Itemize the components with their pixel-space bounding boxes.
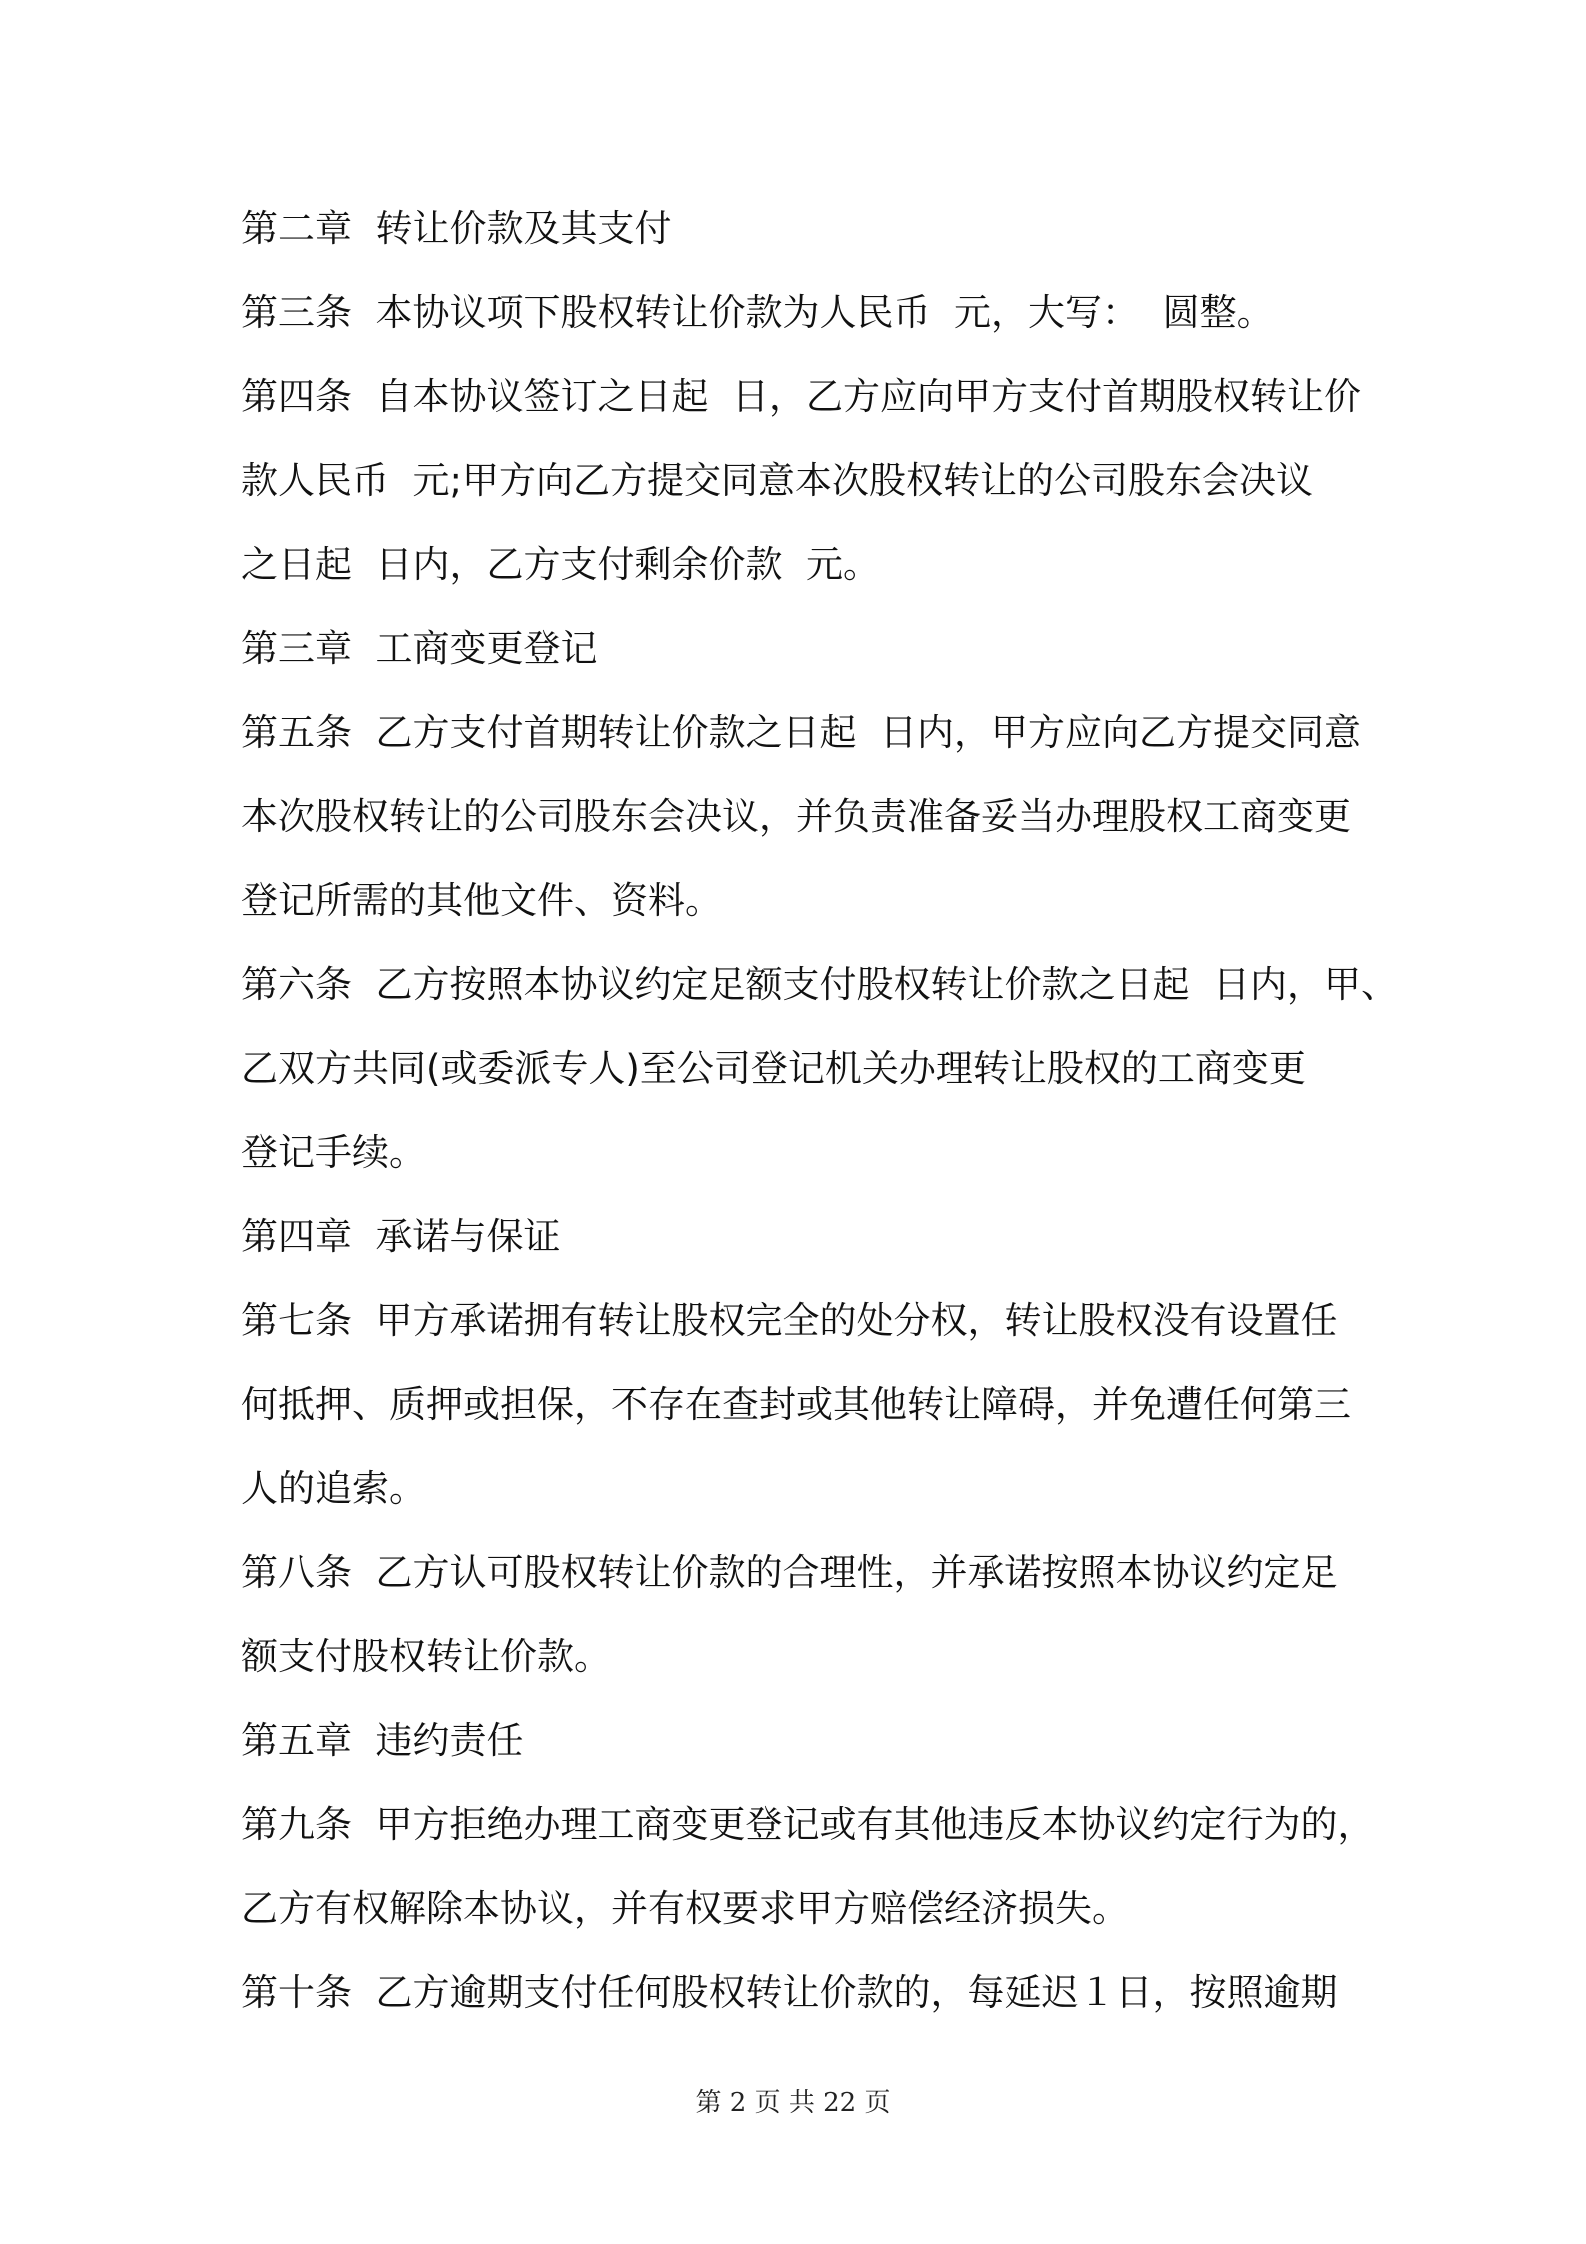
article-5-line-1: 第五条 乙方支付首期转让价款之日起 日内，甲方应向乙方提交同意	[241, 711, 1362, 754]
chapter-4-heading: 第四章 承诺与保证	[241, 1215, 561, 1258]
chapter-2-heading: 第二章 转让价款及其支付	[241, 207, 672, 250]
chapter-5-heading: 第五章 违约责任	[241, 1719, 524, 1762]
article-3-line-1: 第三条 本协议项下股权转让价款为人民币 元，大写： 圆整。	[241, 291, 1274, 334]
article-7-line-3: 人的追索。	[241, 1467, 426, 1510]
article-6-line-3: 登记手续。	[241, 1131, 426, 1174]
article-10-line-1: 第十条 乙方逾期支付任何股权转让价款的，每延迟１日，按照逾期	[241, 1971, 1338, 2014]
article-9-line-2: 乙方有权解除本协议，并有权要求甲方赔偿经济损失。	[241, 1887, 1129, 1930]
article-8-line-1: 第八条 乙方认可股权转让价款的合理性，并承诺按照本协议约定足	[241, 1551, 1338, 1594]
article-6-line-2: 乙双方共同(或委派专人)至公司登记机关办理转让股权的工商变更	[241, 1047, 1306, 1090]
article-7-line-2: 何抵押、质押或担保，不存在查封或其他转让障碍，并免遭任何第三	[241, 1383, 1351, 1426]
article-9-line-1: 第九条 甲方拒绝办理工商变更登记或有其他违反本协议约定行为的，	[241, 1803, 1375, 1846]
page-number-footer: 第 2 页 共 22 页	[695, 2088, 891, 2118]
article-5-line-3: 登记所需的其他文件、资料。	[241, 879, 722, 922]
article-4-line-3: 之日起 日内，乙方支付剩余价款 元。	[241, 543, 881, 586]
article-4-line-2: 款人民币 元;甲方向乙方提交同意本次股权转让的公司股东会决议	[241, 459, 1313, 502]
article-8-line-2: 额支付股权转让价款。	[241, 1635, 611, 1678]
article-6-line-1: 第六条 乙方按照本协议约定足额支付股权转让价款之日起 日内，甲、	[241, 963, 1399, 1006]
article-7-line-1: 第七条 甲方承诺拥有转让股权完全的处分权，转让股权没有设置任	[241, 1299, 1338, 1342]
article-5-line-2: 本次股权转让的公司股东会决议，并负责准备妥当办理股权工商变更	[241, 795, 1351, 838]
article-4-line-1: 第四条 自本协议签订之日起 日，乙方应向甲方支付首期股权转让价	[241, 375, 1362, 418]
chapter-3-heading: 第三章 工商变更登记	[241, 627, 598, 670]
